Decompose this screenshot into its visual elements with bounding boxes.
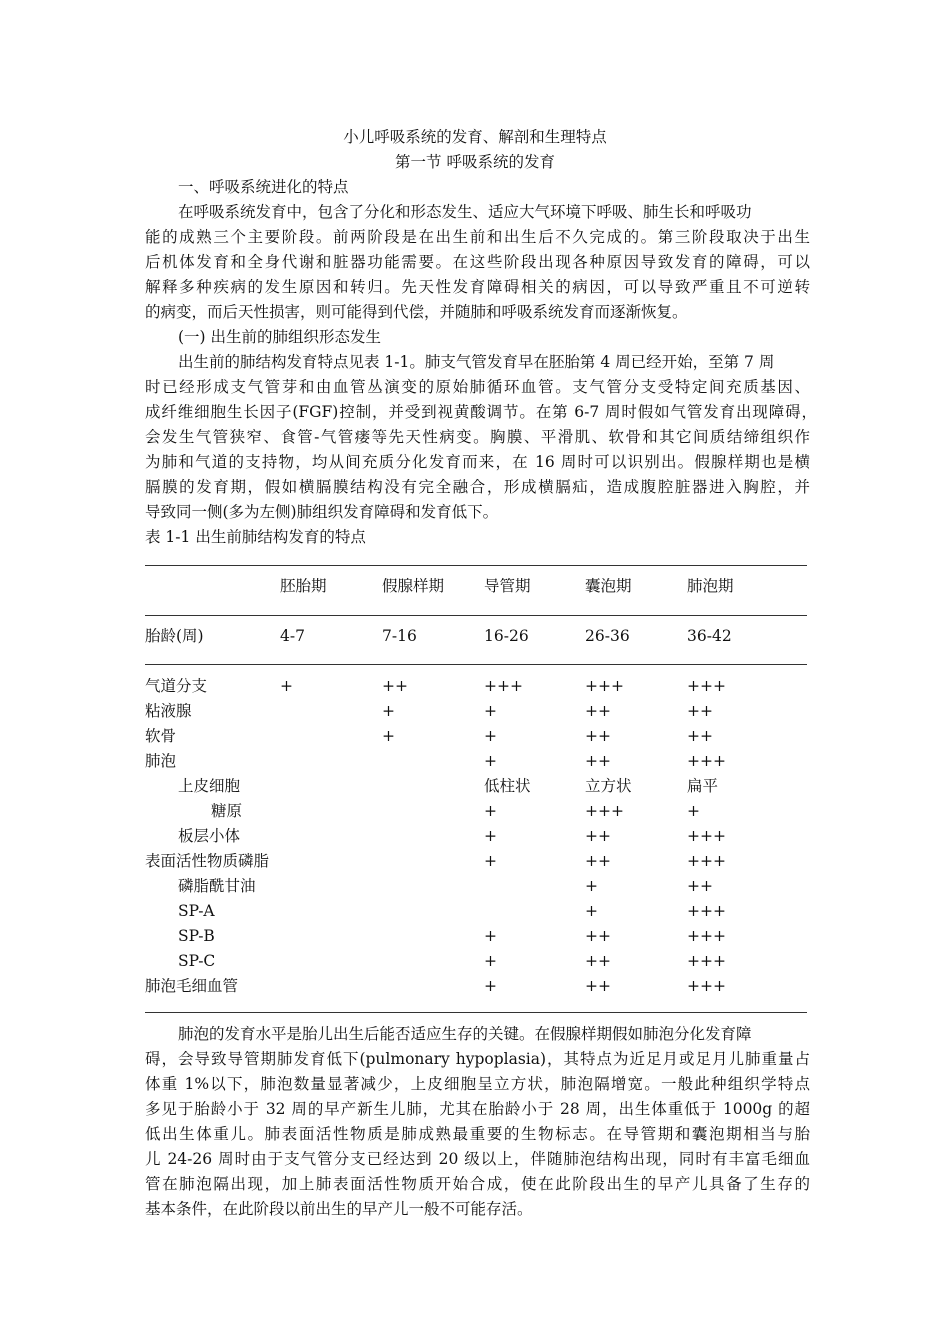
para-2-line: 膈膜的发育期，假如横膈膜结构没有完全融合，形成横膈疝，造成腹腔脏器进入胸腔，并	[145, 478, 810, 496]
para-3-line: 体重 1%以下，肺泡数量显著减少，上皮细胞呈立方状，肺泡隔增宽。一般此种组织学特点	[145, 1075, 810, 1093]
para-1-line: 的病变，而后天性损害，则可能得到代偿，并随肺和呼吸系统发育而逐渐恢复。	[145, 303, 688, 321]
table-cell: +	[382, 727, 395, 745]
table-cell: +++	[687, 677, 726, 695]
table-rule-age	[145, 664, 807, 665]
para-1-line: 能的成熟三个主要阶段。前两阶段是在出生前和出生后不久完成的。第三阶段取决于出生	[145, 228, 810, 246]
table-cell: +	[484, 827, 497, 845]
row-label: 表面活性物质磷脂	[145, 852, 270, 870]
table-cell: 4-7	[280, 627, 305, 645]
column-header: 假腺样期	[382, 577, 445, 595]
table-cell: 扁平	[687, 777, 719, 795]
table-cell: +++	[687, 852, 726, 870]
table-cell: +++	[687, 952, 726, 970]
table-cell: ++	[687, 702, 713, 720]
para-2-line: 成纤维细胞生长因子(FGF)控制，并受到视黄酸调节。在第 6-7 周时假如气管发育出现障碍，	[145, 403, 817, 421]
table-cell: +++	[687, 902, 726, 920]
table-cell: +	[687, 802, 700, 820]
column-header: 胚胎期	[280, 577, 327, 595]
para-1-line: 在呼吸系统发育中，包含了分化和形态发生、适应大气环境下呼吸、肺生长和呼吸功	[178, 203, 752, 221]
table-cell: ++	[585, 752, 611, 770]
table-cell: 立方状	[585, 777, 632, 795]
table-cell: +++	[585, 802, 624, 820]
para-2-line: 导致同一侧(多为左侧)肺组织发育障碍和发育低下。	[145, 503, 499, 521]
para-3-line: 肺泡的发育水平是胎儿出生后能否适应生存的关键。在假腺样期假如肺泡分化发育障	[178, 1025, 752, 1043]
para-1-line: 解释多种疾病的发生原因和转归。先天性发育障碍相关的病因，可以导致严重且不可逆转	[145, 278, 810, 296]
para-2-line: 时已经形成支气管芽和由血管丛演变的原始肺循环血管。支气管分支受特定间充质基因、	[145, 378, 810, 396]
para-3-line: 儿 24-26 周时由于支气管分支已经达到 20 级以上，伴随肺泡结构出现，同时有丰富毛细血	[145, 1150, 810, 1168]
table-cell: +	[280, 677, 293, 695]
table-rule-header	[145, 615, 807, 616]
table-cell: +	[484, 752, 497, 770]
document-title: 小儿呼吸系统的发育、解剖和生理特点	[343, 128, 607, 146]
table-cell: +	[484, 952, 497, 970]
table-cell: 低柱状	[484, 777, 531, 795]
row-label: 板层小体	[178, 827, 241, 845]
row-label: 软骨	[145, 727, 177, 745]
para-3-line: 多见于胎龄小于 32 周的早产新生儿肺，尤其在胎龄小于 28 周，出生体重低于 1000g 的超	[145, 1100, 810, 1118]
table-cell: ++	[382, 677, 408, 695]
table-cell: ++	[585, 727, 611, 745]
section-title: 第一节 呼吸系统的发育	[395, 153, 555, 171]
table-rule-bottom	[145, 1012, 807, 1013]
row-label: 上皮细胞	[178, 777, 241, 795]
row-label: 糖原	[211, 802, 243, 820]
table-cell: +++	[687, 827, 726, 845]
table-cell: 7-16	[382, 627, 417, 645]
table-cell: +	[484, 852, 497, 870]
column-header: 囊泡期	[585, 577, 632, 595]
row-label: SP-C	[178, 952, 216, 970]
table-cell: +	[585, 902, 598, 920]
table-cell: +++	[687, 752, 726, 770]
table-cell: +++	[585, 677, 624, 695]
heading-prenatal: (一) 出生前的肺组织形态发生	[178, 328, 382, 346]
para-2-line: 为肺和气道的支持物，均从间充质分化发育而来，在 16 周时可以识别出。假腺样期也是横	[145, 453, 810, 471]
table-cell: +	[484, 927, 497, 945]
para-3-line: 管在肺泡隔出现，加上肺表面活性物质开始合成，使在此阶段出生的早产儿具备了生存的	[145, 1175, 810, 1193]
row-label: 肺泡	[145, 752, 177, 770]
table-cell: ++	[585, 827, 611, 845]
para-3-line: 碍，会导致导管期肺发育低下(pulmonary hypoplasia)，其特点为近足月或足月儿肺重量占	[145, 1050, 810, 1068]
table-cell: ++	[687, 727, 713, 745]
column-header: 导管期	[484, 577, 531, 595]
table-cell: +	[484, 702, 497, 720]
table-cell: ++	[585, 927, 611, 945]
table-cell: 36-42	[687, 627, 732, 645]
table-cell: 16-26	[484, 627, 529, 645]
table-cell: +	[484, 802, 497, 820]
column-header: 肺泡期	[687, 577, 734, 595]
table-cell: ++	[687, 877, 713, 895]
para-3-line: 低出生体重儿。肺表面活性物质是肺成熟最重要的生物标志。在导管期和囊泡期相当与胎	[145, 1125, 810, 1143]
para-3-line: 基本条件，在此阶段以前出生的早产儿一般不可能存活。	[145, 1200, 533, 1218]
row-label: 胎龄(周)	[145, 627, 204, 645]
table-cell: +	[585, 877, 598, 895]
row-label: 磷脂酰甘油	[178, 877, 256, 895]
table-cell: +	[484, 727, 497, 745]
table-cell: ++	[585, 977, 611, 995]
table-cell: ++	[585, 702, 611, 720]
table-cell: +++	[484, 677, 523, 695]
row-label: 肺泡毛细血管	[145, 977, 239, 995]
table-cell: ++	[585, 952, 611, 970]
row-label: 粘液腺	[145, 702, 192, 720]
table-cell: 26-36	[585, 627, 630, 645]
table-cell: +++	[687, 927, 726, 945]
heading-evolution: 一、呼吸系统进化的特点	[178, 178, 349, 196]
row-label: 气道分支	[145, 677, 208, 695]
table-cell: +	[382, 702, 395, 720]
para-2-line: 出生前的肺结构发育特点见表 1-1。肺支气管发育早在胚胎第 4 周已经开始，至第 7 周	[178, 353, 775, 371]
para-1-line: 后机体发育和全身代谢和脏器功能需要。在这些阶段出现各种原因导致发育的障碍，可以	[145, 253, 810, 271]
table-caption: 表 1-1 出生前肺结构发育的特点	[145, 528, 366, 546]
table-cell: ++	[585, 852, 611, 870]
table-cell: +++	[687, 977, 726, 995]
para-2-line: 会发生气管狭窄、食管-气管瘘等先天性病变。胸膜、平滑肌、软骨和其它间质结缔组织作	[145, 428, 810, 446]
table-cell: +	[484, 977, 497, 995]
row-label: SP-A	[178, 902, 215, 920]
row-label: SP-B	[178, 927, 215, 945]
table-rule-top	[145, 565, 807, 566]
